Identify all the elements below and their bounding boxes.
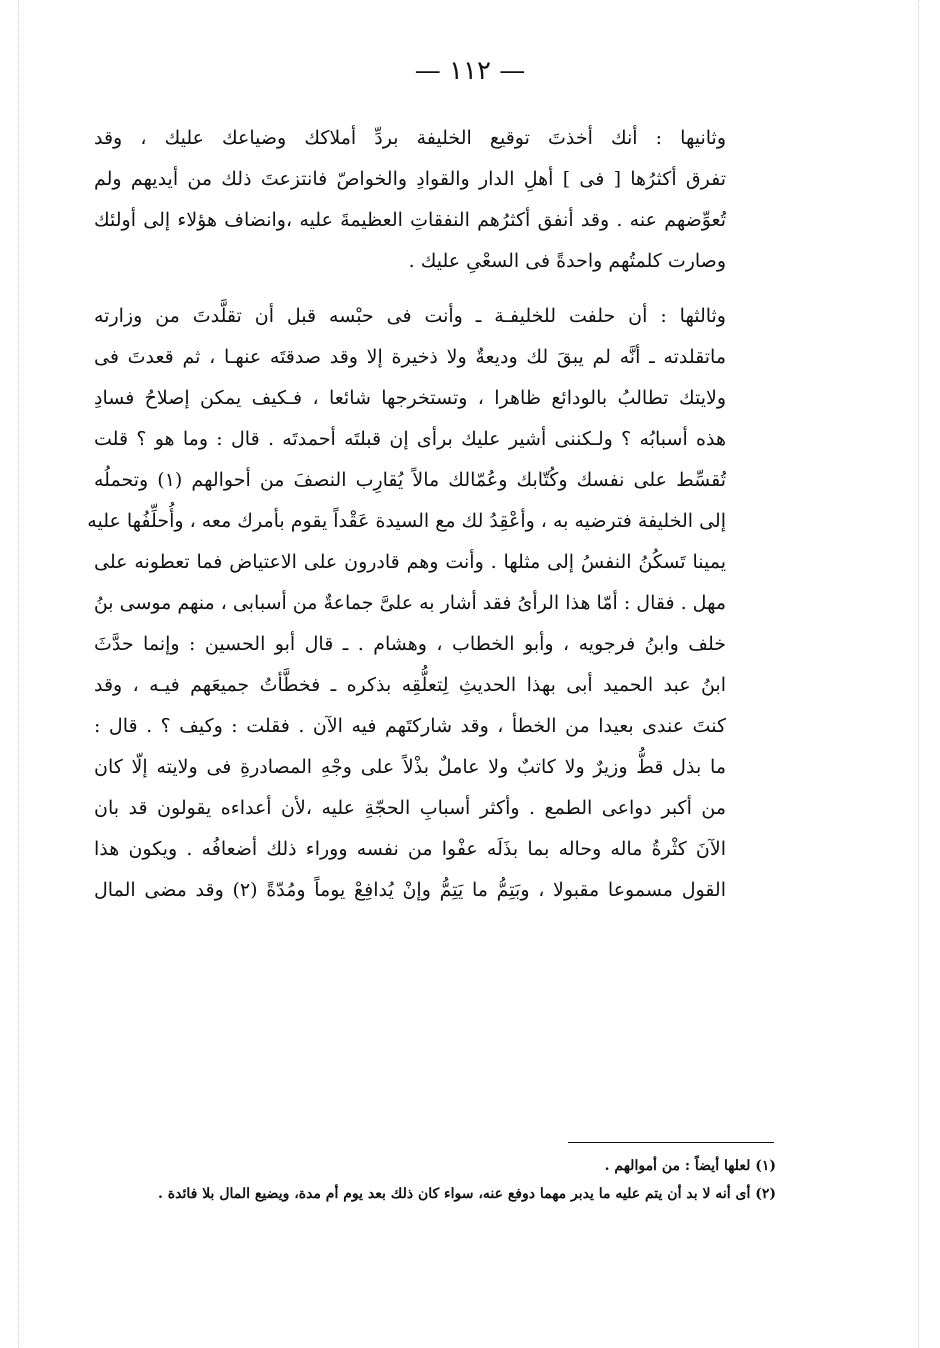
footnote-1: (١) لعلها أيضاً : من أموالهم . xyxy=(604,1158,776,1174)
text-line: إلى الخليفة فترضيه به ، وأعْقِدُ لك مع السيدة عَقْداً يقوم بأمرك معه ، وأُحلِّفُها عليه xyxy=(87,510,726,532)
text-line: تُقسِّط على نفسك وكُتّابك وعُمّالك مالاً يُقارِب النصفَ من أحوالهم (١) وتحملُه xyxy=(94,469,726,491)
text-line: وثالثها : أن حلفت للخليفـة ـ وأنت فى حبْسه قبل أن تقلَّدتَ من وزارته xyxy=(94,305,726,327)
text-line: هذه أسبابُه ؟ ولـكننى أشير عليك برأى إن قبلتَه أحمدتَه . قال : وما هو ؟ قلت xyxy=(94,428,726,450)
footnote-divider xyxy=(568,1142,774,1143)
text-line: ماتقلدته ـ أنَّه لم يبقَ لك وديعةٌ ولا ذخيرة إلا وقد صدقتَه عنهـا ، ثم قعدتَ فى xyxy=(94,346,726,368)
text-line: تُعوِّضهم عنه . وقد أنفق أكثرُهم النفقاتِ العظيمةَ عليه ،وانضاف هؤلاء إلى أولئك xyxy=(94,209,726,231)
text-line: خلف وابنُ فرجويه ، وأبو الخطاب ، وهشام . ـ قال أبو الحسين : وإنما حدَّثَ xyxy=(94,633,726,655)
text-line: وصارت كلمتُهم واحدةً فى السعْىِ عليك . xyxy=(408,250,726,272)
main-text xyxy=(87,118,774,915)
scan-margin-dots xyxy=(918,0,919,1348)
text-line: وثانيها : أنك أخذتَ توقيع الخليفة بردِّ أملاكك وضياعك عليك ، وقد xyxy=(94,127,726,149)
paragraph xyxy=(87,296,774,911)
text-line: ولايتك تطالبُ بالودائع ظاهرا ، وتستخرجها شائعا ، فـكيف يمكن إصلاحُ فسادِ xyxy=(94,387,726,409)
text-line: كنتَ عندى بعيدا من الخطأ ، وقد شاركتَهم فيه الآن . فقلت : وكيف ؟ . قال : xyxy=(94,715,726,737)
footnotes xyxy=(88,1152,776,1208)
footnote-2: (٢) أى أنه لا بد أن يتم عليه ما يدبر مهما دوفع عنه، سواء كان ذلك بعد يوم أم مدة، ويضيع المال بلا فائدة . xyxy=(158,1186,776,1202)
text-line: الآنَ كثْرةُ ماله وحاله بما بذَلَه عفْوا من نفسه ووراء ذلك أضعافُه . ويكون هذا xyxy=(94,838,726,860)
text-line: القول مسموعا مقبولا ، وبَتِمُّ ما يَتِمُّ وإنْ يُدافِعْ يوماً ومُدّةً (٢) وقد مضى المال xyxy=(94,879,726,901)
text-line: تفرق أكثرُها [ فى ] أهلِ الدار والقوادِ والخواصّ فانتزعتَ ذلك من أيديهم ولم xyxy=(94,168,726,190)
paragraph xyxy=(94,118,774,282)
text-line: مهل . فقال : أمّا هذا الرأىُ فقد أشار به علىَّ جماعةٌ من أسبابى ، منهم موسى بنُ xyxy=(93,592,726,614)
text-line: من أكبر دواعى الطمع . وأكثر أسبابِ الحجّةِ عليه ،لأن أعداءه يقولون قد بان xyxy=(94,797,726,819)
scan-margin-dots xyxy=(18,0,19,1348)
text-line: ما بذل قطُّ وزيرٌ ولا كاتبٌ ولا عاملٌ بذْلاً على وجْهِ المصادرةِ فى ولايته إلّا كان xyxy=(94,756,726,778)
text-line: يمينا تَسكُنُ النفسُ إلى مثلها . وأنت وهم قادرون على الاعتياض فما تعطونه على xyxy=(94,551,726,573)
text-line: ابنُ عبد الحميد أبى بهذا الحديثِ لِتعلُّقِه بذكره ـ فخطَّأتُ جميعَهم فيـه ، وقد xyxy=(94,674,726,696)
page-number: — ١١٢ — xyxy=(414,56,526,86)
